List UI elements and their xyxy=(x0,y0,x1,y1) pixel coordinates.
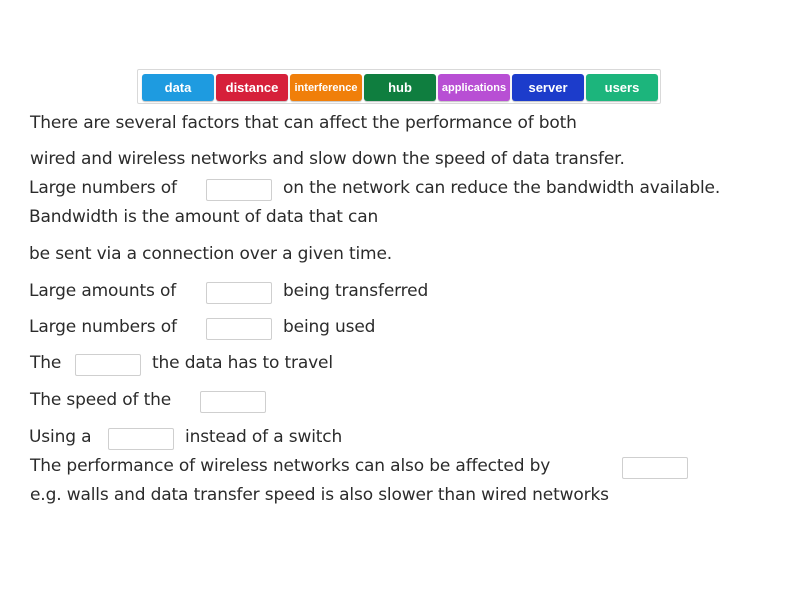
text-line-1: There are several factors that can affect the performance of both xyxy=(30,113,577,133)
chip-label: distance xyxy=(225,80,279,95)
text-line-6a: Large amounts of xyxy=(29,281,177,301)
drop-slot-7[interactable] xyxy=(622,457,688,479)
text-line-7b: being used xyxy=(283,317,376,337)
text-line-3a: Large numbers of xyxy=(29,178,177,198)
chip-label: server xyxy=(528,80,568,95)
drop-slot-5[interactable] xyxy=(200,391,266,413)
chip-label: users xyxy=(604,80,640,95)
text-line-8a: The xyxy=(30,353,62,373)
drop-slot-4[interactable] xyxy=(75,354,141,376)
text-line-5: be sent via a connection over a given time. xyxy=(29,244,393,264)
text-line-6b: being transferred xyxy=(283,281,429,301)
text-line-2: wired and wireless networks and slow down the speed of data transfer. xyxy=(30,149,625,169)
text-line-7a: Large numbers of xyxy=(29,317,177,337)
drop-slot-2[interactable] xyxy=(206,282,272,304)
text-line-10b: instead of a switch xyxy=(185,427,343,447)
word-bank xyxy=(137,69,661,104)
chip-label: applications xyxy=(441,81,507,94)
drop-slot-6[interactable] xyxy=(108,428,174,450)
text-line-11a: The performance of wireless networks can also be affected by xyxy=(30,456,551,476)
drop-slot-3[interactable] xyxy=(206,318,272,340)
text-line-3b: on the network can reduce the bandwidth available. xyxy=(283,178,721,198)
text-line-10a: Using a xyxy=(29,427,92,447)
chip-data[interactable] xyxy=(142,74,214,101)
text-line-8b: the data has to travel xyxy=(152,353,333,373)
text-line-9a: The speed of the xyxy=(30,390,172,410)
chip-users[interactable] xyxy=(586,74,658,101)
chip-interference[interactable] xyxy=(290,74,362,101)
chip-server[interactable] xyxy=(512,74,584,101)
drop-slot-1[interactable] xyxy=(206,179,272,201)
chip-hub[interactable] xyxy=(364,74,436,101)
chip-applications[interactable] xyxy=(438,74,510,101)
text-line-12: e.g. walls and data transfer speed is also slower than wired networks xyxy=(30,485,609,505)
text-line-4: Bandwidth is the amount of data that can xyxy=(29,207,379,227)
chip-label: interference xyxy=(294,81,358,94)
chip-distance[interactable] xyxy=(216,74,288,101)
chip-label: data xyxy=(164,80,192,95)
chip-label: hub xyxy=(388,80,412,95)
